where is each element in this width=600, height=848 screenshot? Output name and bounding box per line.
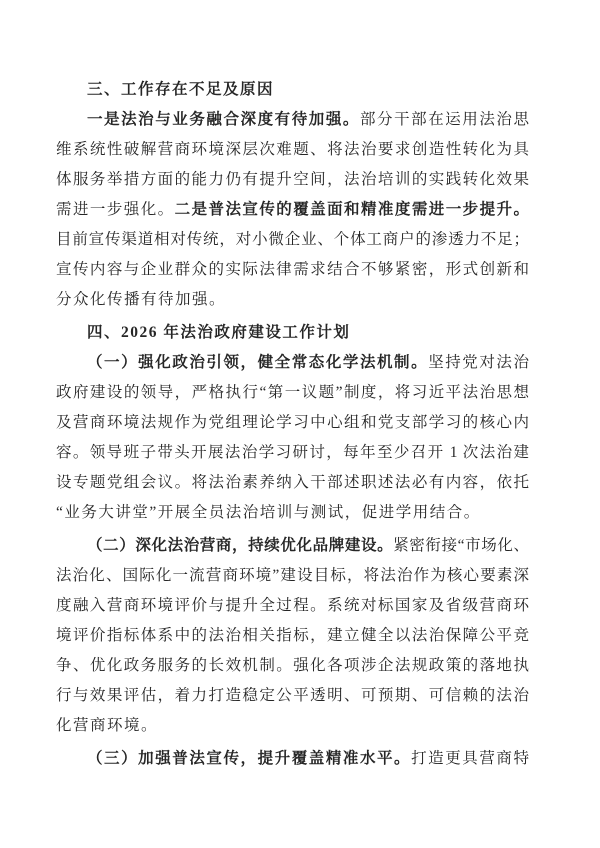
section-heading-3 (56, 75, 529, 105)
body-text: 度融入营商环境评价与提升全过程。系统对标国家及省级营商环 (56, 597, 529, 614)
body-line (56, 255, 529, 285)
body-line (56, 498, 529, 528)
body-text: 行与效果评估，着力打造稳定公平透明、可预期、可信赖的法治 (56, 687, 529, 704)
subsection-lead: 一是法治与业务融合深度有待加强。 (87, 111, 360, 128)
body-text: 设专题党组会议。将法治素养纳入干部述职述法必有内容，依托 (56, 474, 529, 491)
body-text: 紧密衔接“市场化、 (393, 537, 529, 554)
body-text: 维系统性破解营商环境深层次难题、将法治要求创造性转化为具 (56, 141, 529, 158)
body-line (56, 378, 529, 408)
body-line (56, 621, 529, 651)
body-text: 容。领导班子带头开展法治学习研讨，每年至少召开 1 次法治建 (56, 444, 529, 461)
body-line (56, 531, 529, 561)
subsection-lead: 二是普法宣传的覆盖面和精准度需进一步提升。 (174, 201, 529, 218)
body-text: 及营商环境法规作为党组理论学习中心组和党支部学习的核心内 (56, 414, 529, 431)
heading-text: 三、工作存在不足及原因 (87, 81, 275, 98)
subsection-lead: （二）深化法治营商，持续优化品牌建设。 (87, 537, 394, 554)
body-text: 需进一步强化。 (56, 201, 175, 218)
body-line (56, 105, 529, 135)
section-heading-4 (56, 318, 529, 348)
body-text: 体服务举措方面的能力仍有提升空间，法治培训的实践转化效果 (56, 171, 529, 188)
body-text: 坚持党对法治 (428, 354, 529, 371)
body-line (56, 285, 529, 315)
body-line (56, 438, 529, 468)
body-line (56, 225, 529, 255)
body-text: 化营商环境。 (56, 717, 159, 734)
body-text: 法治化、国际化一流营商环境”建设目标，将法治作为核心要素深 (56, 567, 529, 584)
body-text: 目前宣传渠道相对传统，对小微企业、个体工商户的渗透力不足； (56, 231, 529, 248)
body-text: 政府建设的领导，严格执行“第一议题”制度，将习近平法治思想 (56, 384, 529, 401)
body-line (56, 165, 529, 195)
body-line (56, 681, 529, 711)
body-text: 境评价指标体系中的法治相关指标，建立健全以法治保障公平竞 (56, 627, 529, 644)
body-line (56, 591, 529, 621)
body-text: “业务大讲堂”开展全员法治培训与测试，促进学用结合。 (56, 504, 481, 521)
body-line (56, 651, 529, 681)
body-text: 宣传内容与企业群众的实际法律需求结合不够紧密，形式创新和 (56, 261, 529, 278)
heading-text: 四、2026 年法治政府建设工作计划 (87, 324, 351, 341)
subsection-lead: （一）强化政治引领，健全常态化学法机制。 (87, 354, 429, 371)
body-line (56, 135, 529, 165)
document-text-block (56, 75, 529, 774)
body-line (56, 195, 529, 225)
body-line (56, 561, 529, 591)
subsection-lead: （三）加强普法宣传，提升覆盖精准水平。 (87, 750, 412, 767)
body-text: 部分干部在运用法治思 (359, 111, 529, 128)
body-text: 争、优化政务服务的长效机制。强化各项涉企法规政策的落地执 (56, 657, 529, 674)
body-text: 打造更具营商特 (411, 750, 529, 767)
body-text: 分众化传播有待加强。 (56, 291, 227, 308)
body-line (56, 468, 529, 498)
body-line (56, 711, 529, 741)
body-line (56, 348, 529, 378)
body-line (56, 408, 529, 438)
body-line (56, 744, 529, 774)
